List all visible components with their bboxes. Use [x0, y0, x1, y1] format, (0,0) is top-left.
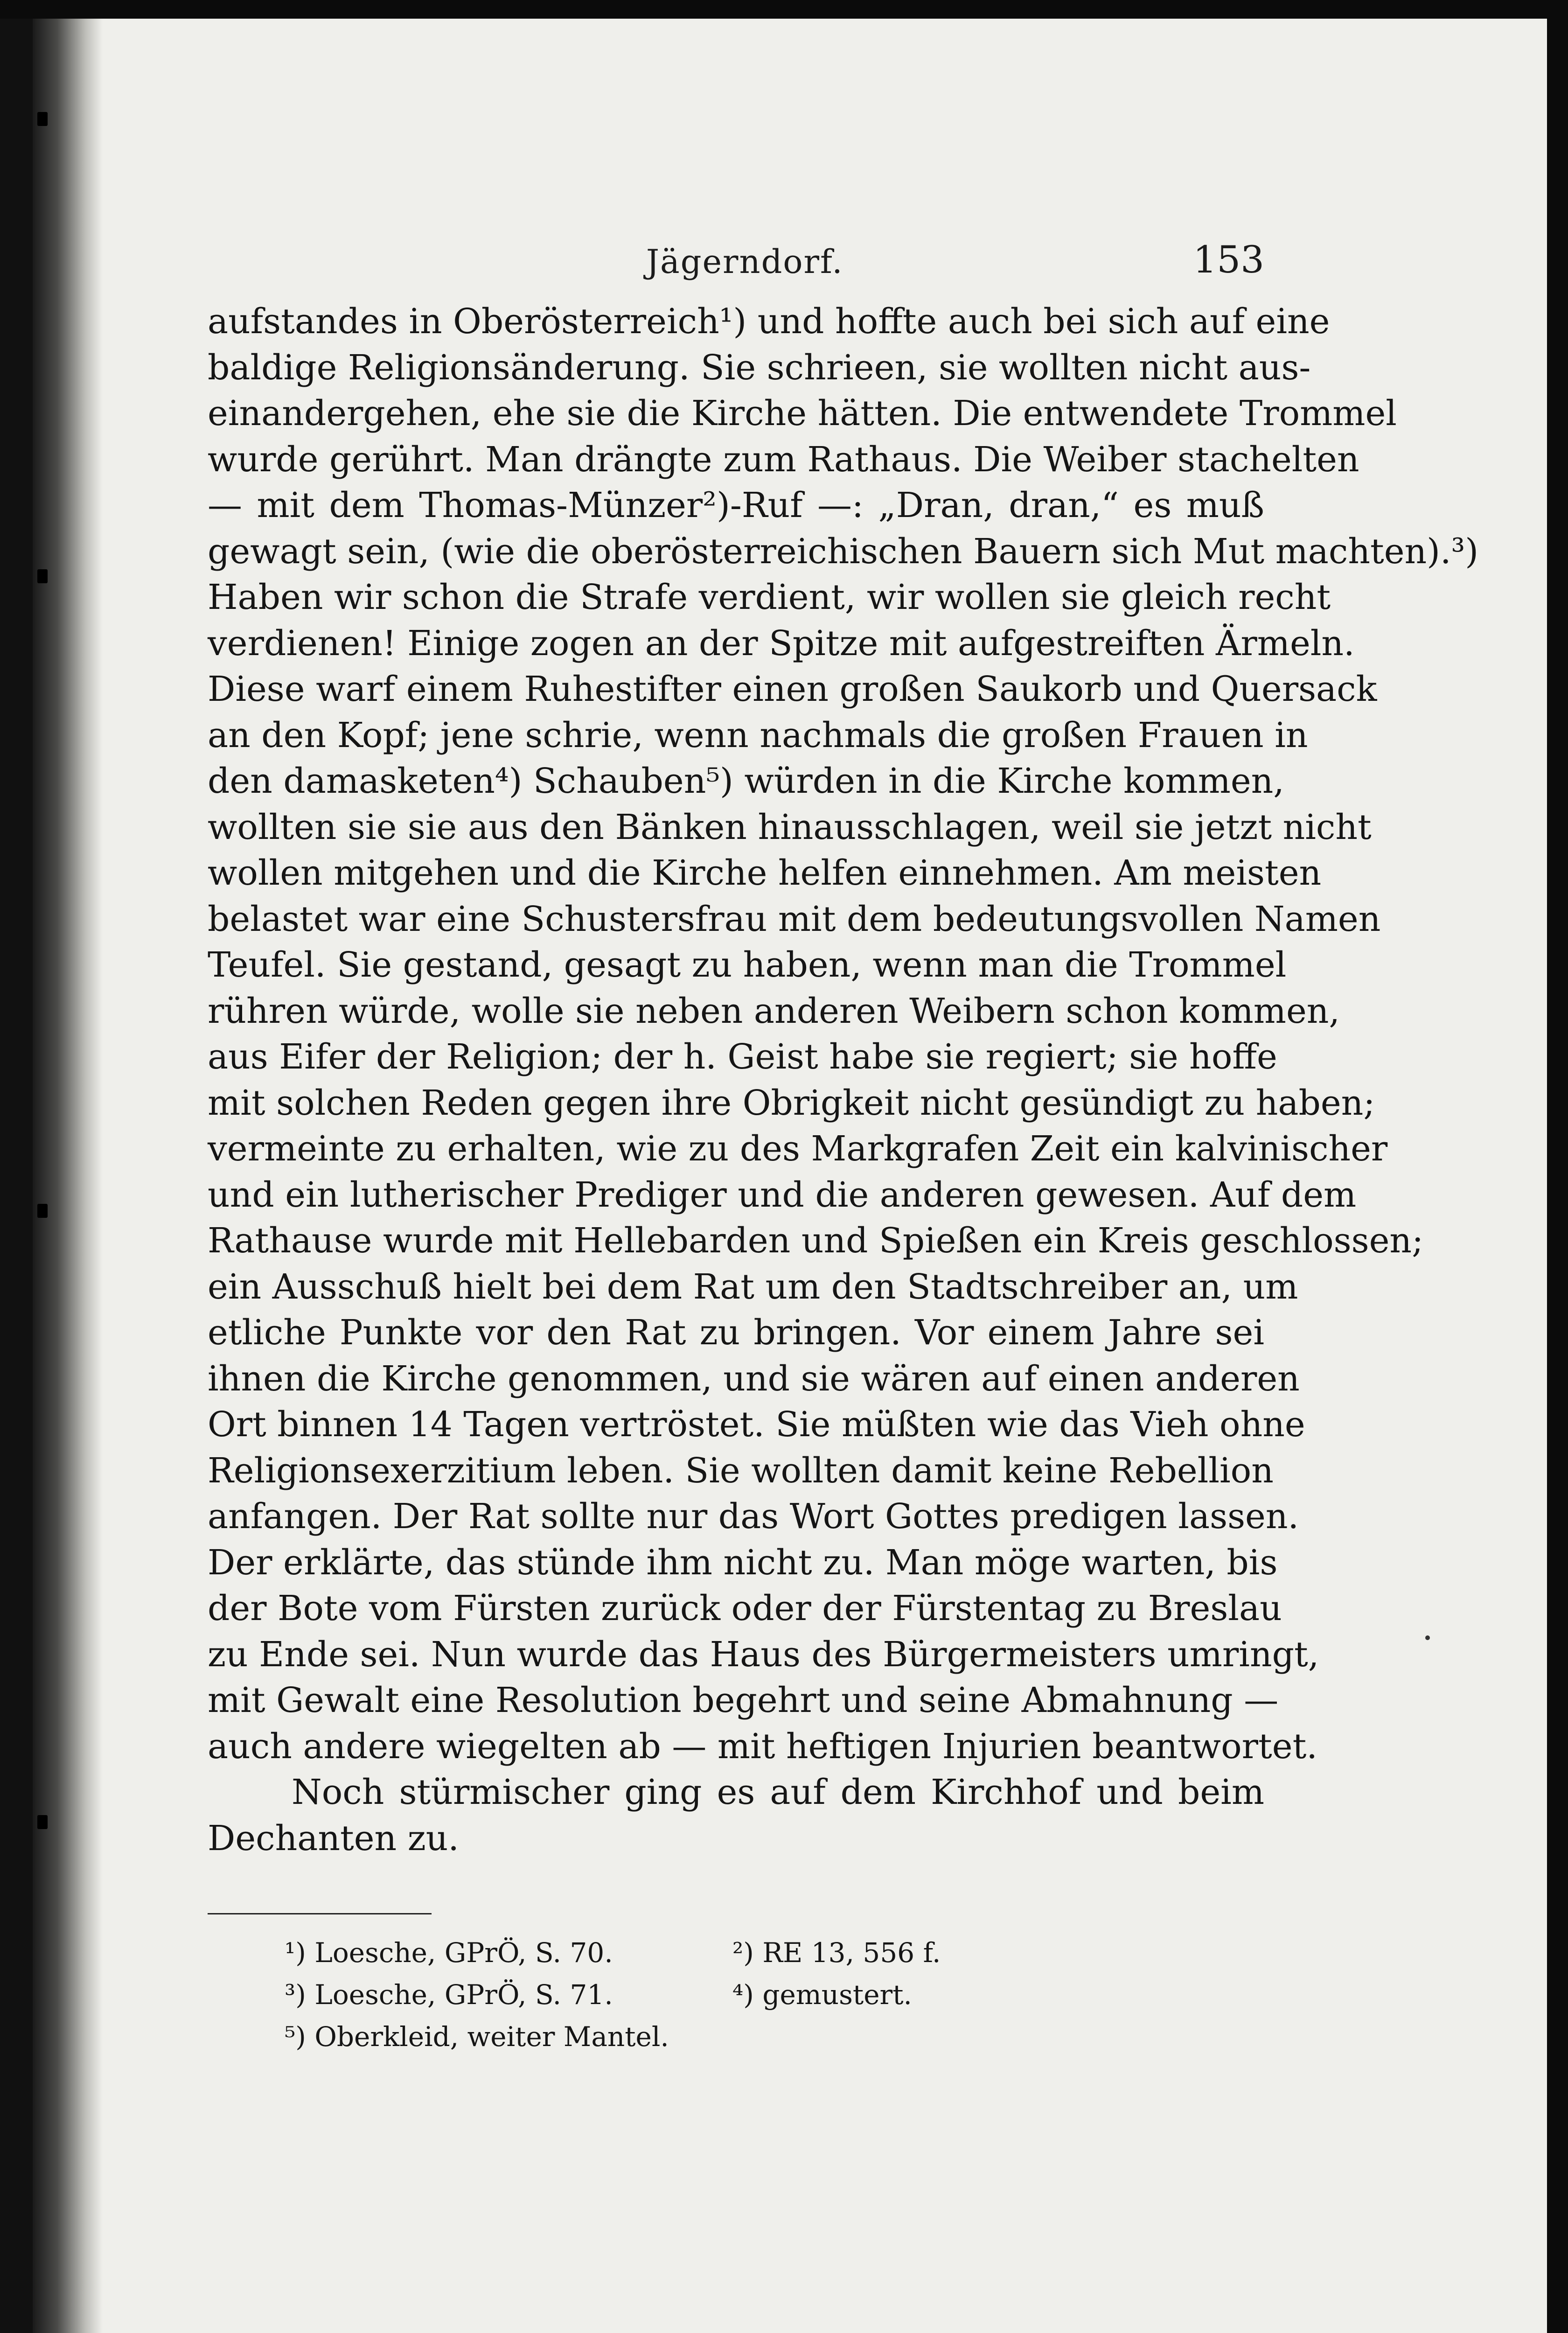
text-line: aus Eifer der Religion; der h. Geist habe sie regiert; sie hoffe: [208, 1037, 1277, 1077]
text-line: wollen mitgehen und die Kirche helfen einnehmen. Am meisten: [208, 853, 1322, 893]
footnote-5: ⁵) Oberkleid, weiter Mantel.: [285, 2021, 669, 2053]
running-head: [646, 233, 1264, 285]
page-number: 153: [1193, 238, 1264, 281]
speck: [1425, 1635, 1430, 1640]
scan-border-top: [0, 0, 1568, 19]
text-line: auch andere wiegelten ab — mit heftigen Injurien beantwortet.: [208, 1726, 1317, 1767]
text-line: Haben wir schon die Strafe verdient, wir wollen sie gleich recht: [208, 577, 1331, 617]
text-line: mit Gewalt eine Resolution begehrt und seine Abmahnung —: [208, 1680, 1279, 1720]
text-line: rühren würde, wolle sie neben anderen Weibern schon kommen,: [208, 991, 1340, 1031]
scan-border-right: [1547, 0, 1568, 2333]
text-line: vermeinte zu erhalten, wie zu des Markgrafen Zeit ein kalvinischer: [208, 1129, 1388, 1169]
footnote-row: [285, 2016, 1078, 2058]
text-line: Rathause wurde mit Hellebarden und Spießen ein Kreis geschlossen;: [208, 1221, 1424, 1261]
text-line: wollten sie sie aus den Bänken hinausschlagen, weil sie jetzt nicht: [208, 807, 1372, 847]
text-line: mit solchen Reden gegen ihre Obrigkeit nicht gesündigt zu haben;: [208, 1083, 1375, 1123]
text-line: Der erklärte, das stünde ihm nicht zu. Man möge warten, bis: [208, 1542, 1278, 1583]
text-line: aufstandes in Oberösterreich¹) und hoffte auch bei sich auf eine: [208, 301, 1330, 342]
running-head-title: Jägerndorf.: [646, 243, 843, 281]
text-line: an den Kopf; jene schrie, wenn nachmals die großen Frauen in: [208, 715, 1308, 755]
text-line: Teufel. Sie gestand, gesagt zu haben, wenn man die Trommel: [208, 945, 1287, 985]
text-line: ein Ausschuß hielt bei dem Rat um den Stadtschreiber an, um: [208, 1266, 1298, 1307]
text-line: anfangen. Der Rat sollte nur das Wort Gottes predigen lassen.: [208, 1496, 1299, 1537]
text-line: verdienen! Einige zogen an der Spitze mit aufgestreiften Ärmeln.: [208, 623, 1355, 664]
text-line: Ort binnen 14 Tagen vertröstet. Sie müßten wie das Vieh ohne: [208, 1404, 1305, 1445]
text-line: einandergehen, ehe sie die Kirche hätten. Die entwendete Trommel: [208, 393, 1397, 433]
footnote-4: ⁴) gemustert.: [732, 1979, 912, 2011]
text-line: Dechanten zu.: [208, 1818, 459, 1858]
footnote-3: ³) Loesche, GPrÖ, S. 71.: [285, 1979, 613, 2011]
page-binding-shadow: [33, 19, 103, 2333]
text-line: Diese warf einem Ruhestifter einen großen Saukorb und Quersack: [208, 669, 1377, 709]
footnote-rule: [208, 1913, 432, 1914]
text-line: wurde gerührt. Man drängte zum Rathaus. Die Weiber stachelten: [208, 439, 1359, 480]
body-text: [208, 299, 1479, 1861]
footnotes: [285, 1932, 1078, 2058]
edge-mark: [37, 112, 48, 126]
edge-mark: [37, 1815, 48, 1829]
text-line: etliche Punkte vor den Rat zu bringen. Vor einem Jahre sei: [208, 1313, 1264, 1353]
footnote-row: [285, 1974, 1078, 2016]
text-line: Noch stürmischer ging es auf dem Kirchhof und beim: [292, 1772, 1264, 1812]
edge-mark: [37, 569, 48, 583]
text-line: ihnen die Kirche genommen, und sie wären auf einen anderen: [208, 1358, 1300, 1399]
text-line: und ein lutherischer Prediger und die anderen gewesen. Auf dem: [208, 1174, 1357, 1215]
text-line: baldige Religionsänderung. Sie schrieen, sie wollten nicht aus-: [208, 347, 1311, 388]
text-line: der Bote vom Fürsten zurück oder der Fürstentag zu Breslau: [208, 1588, 1282, 1628]
text-line: Religionsexerzitium leben. Sie wollten damit keine Rebellion: [208, 1450, 1274, 1491]
text-line: gewagt sein, (wie die oberösterreichischen Bauern sich Mut machten).³): [208, 531, 1479, 572]
footnote-row: [285, 1932, 1078, 1974]
text-line: zu Ende sei. Nun wurde das Haus des Bürgermeisters umringt,: [208, 1634, 1319, 1675]
edge-mark: [37, 1204, 48, 1218]
text-line: belastet war eine Schustersfrau mit dem bedeutungsvollen Namen: [208, 899, 1381, 939]
text-line: — mit dem Thomas-Münzer²)-Ruf —: „Dran, dran,“ es muß: [208, 485, 1264, 525]
footnote-2: ²) RE 13, 556 f.: [732, 1937, 941, 1969]
footnote-1: ¹) Loesche, GPrÖ, S. 70.: [285, 1937, 613, 1969]
text-line: den damasketen⁴) Schauben⁵) würden in die Kirche kommen,: [208, 761, 1284, 801]
